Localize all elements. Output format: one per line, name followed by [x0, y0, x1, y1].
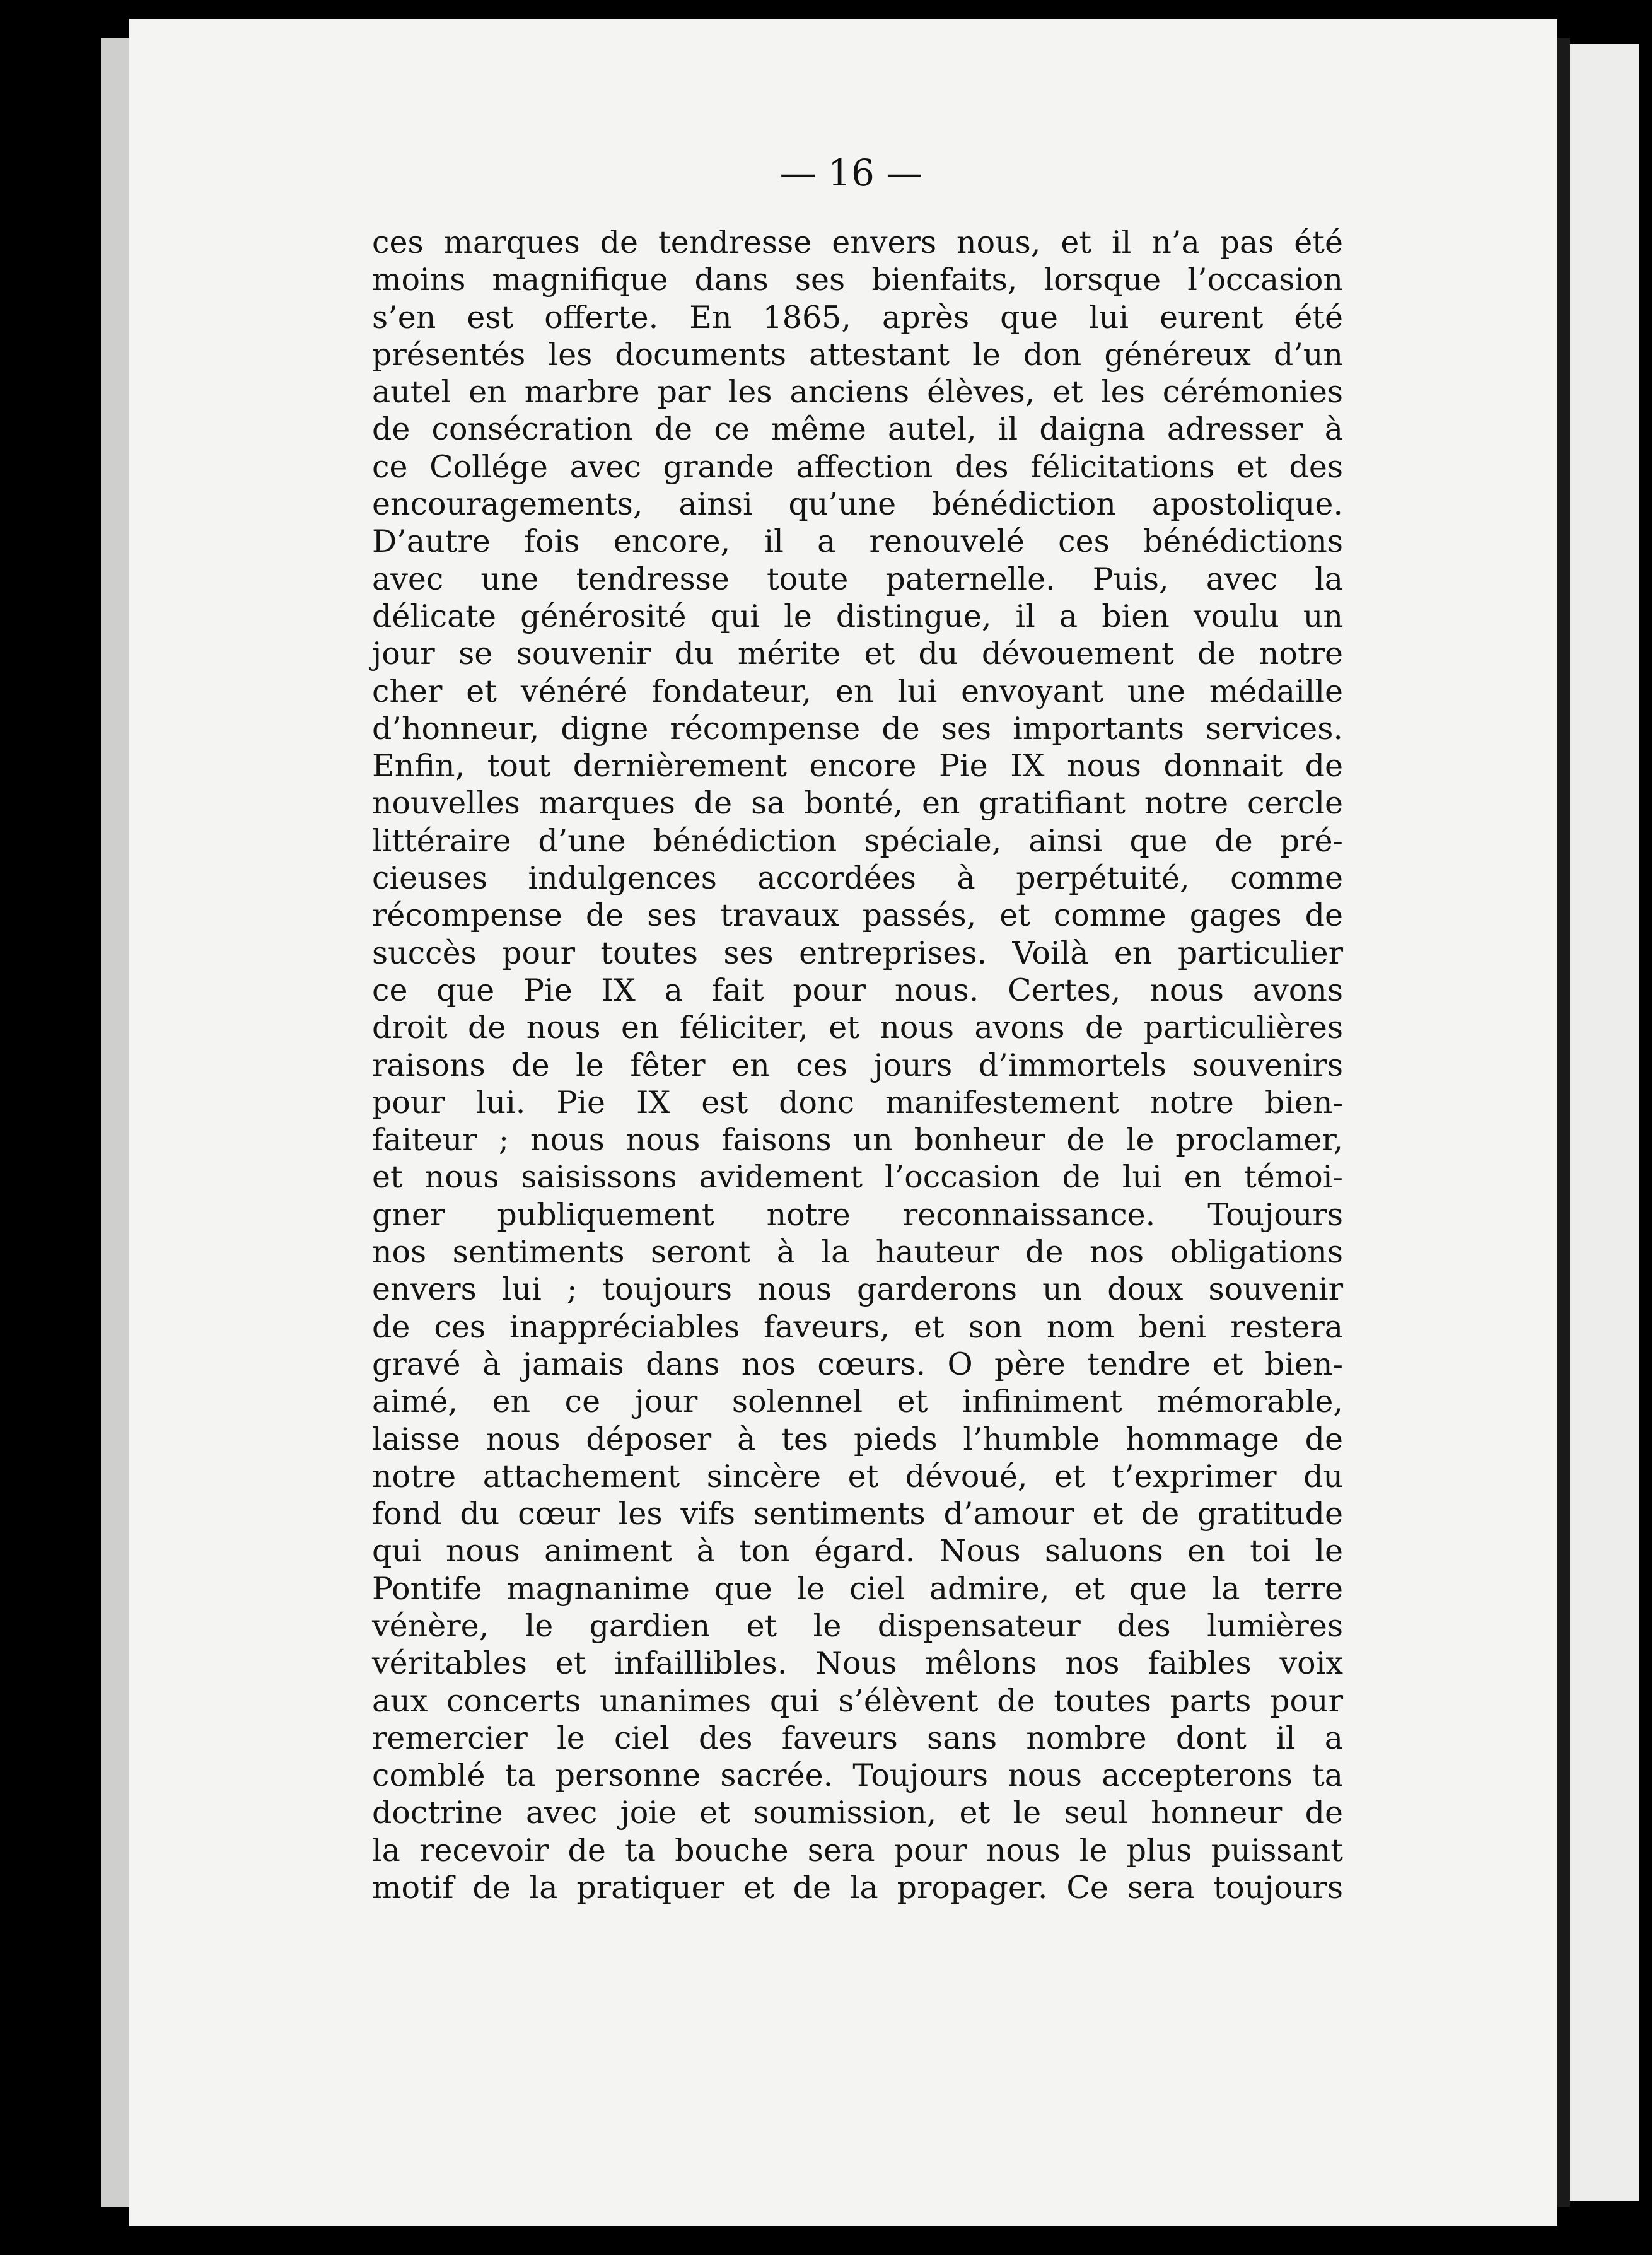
text-line: comblé ta personne sacrée. Toujours nous accepterons ta — [372, 1757, 1343, 1794]
text-line: ce Collége avec grande affection des félicitations et des — [372, 448, 1343, 485]
text-line: encouragements, ainsi qu’une bénédiction apostolique. — [372, 486, 1343, 523]
adjacent-page — [1570, 44, 1639, 2201]
text-line: doctrine avec joie et soumission, et le seul honneur de — [372, 1795, 1343, 1831]
text-line: nos sentiments seront à la hauteur de nos obligations — [372, 1234, 1343, 1271]
text-line: délicate générosité qui le distingue, il a bien voulu un — [372, 598, 1343, 634]
text-line: jour se souvenir du mérite et du dévouement de notre — [372, 636, 1343, 672]
text-line: gner publiquement notre reconnaissance. Toujours — [372, 1196, 1343, 1233]
text-line: remercier le ciel des faveurs sans nombre dont il a — [372, 1720, 1343, 1756]
text-line: cher et vénéré fondateur, en lui envoyant une médaille — [372, 673, 1343, 709]
page-edge-left — [101, 38, 131, 2207]
text-line: autel en marbre par les anciens élèves, et les cérémonies — [372, 374, 1343, 411]
text-line: Pontife magnanime que le ciel admire, et que la terre — [372, 1570, 1343, 1607]
text-line: qui nous animent à ton égard. Nous saluons en toi le — [372, 1533, 1343, 1570]
text-line: ces marques de tendresse envers nous, et il n’a pas été — [372, 224, 1343, 260]
text-line: faiteur ; nous nous faisons un bonheur de le proclamer, — [372, 1122, 1343, 1158]
text-line: la recevoir de ta bouche sera pour nous le plus puissant — [372, 1832, 1343, 1868]
text-line: laisse nous déposer à tes pieds l’humble hommage de — [372, 1421, 1343, 1457]
text-line: raisons de le fêter en ces jours d’immortels souvenirs — [372, 1047, 1343, 1083]
text-line: aimé, en ce jour solennel et infiniment mémorable, — [372, 1384, 1343, 1420]
text-line: Enfin, tout dernièrement encore Pie IX nous donnait de — [372, 748, 1343, 784]
text-line: droit de nous en féliciter, et nous avons de particulières — [372, 1010, 1343, 1046]
text-line: motif de la pratiquer et de la propager. Ce sera toujours — [372, 1870, 1343, 1906]
text-line: de consécration de ce même autel, il daigna adresser à — [372, 411, 1343, 448]
text-line: de ces inappréciables faveurs, et son nom beni restera — [372, 1308, 1343, 1345]
text-line: D’autre fois encore, il a renouvelé ces bénédictions — [372, 523, 1343, 560]
text-line: ce que Pie IX a fait pour nous. Certes, nous avons — [372, 972, 1343, 1008]
text-line: moins magnifique dans ses bienfaits, lorsque l’occasion — [372, 262, 1343, 298]
text-line: notre attachement sincère et dévoué, et t’exprimer du — [372, 1458, 1343, 1495]
text-line: présentés les documents attestant le don généreux d’un — [372, 336, 1343, 373]
text-line: d’honneur, digne récompense de ses importants services. — [372, 710, 1343, 747]
page-number: — 16 — — [779, 151, 923, 194]
text-line: vénère, le gardien et le dispensateur des lumières — [372, 1607, 1343, 1644]
text-line: pour lui. Pie IX est donc manifestement notre bien- — [372, 1084, 1343, 1121]
text-line: cieuses indulgences accordées à perpétuité, comme — [372, 860, 1343, 897]
text-line: succès pour toutes ses entreprises. Voilà en particulier — [372, 935, 1343, 971]
text-line: avec une tendresse toute paternelle. Puis, avec la — [372, 561, 1343, 597]
text-line: aux concerts unanimes qui s’élèvent de toutes parts pour — [372, 1682, 1343, 1719]
body-text — [372, 224, 1343, 1906]
text-line: littéraire d’une bénédiction spéciale, ainsi que de pré- — [372, 822, 1343, 859]
text-line: s’en est offerte. En 1865, après que lui eurent été — [372, 299, 1343, 335]
text-line: nouvelles marques de sa bonté, en gratifiant notre cercle — [372, 785, 1343, 822]
text-line: fond du cœur les vifs sentiments d’amour et de gratitude — [372, 1496, 1343, 1532]
text-line: gravé à jamais dans nos cœurs. O père tendre et bien- — [372, 1346, 1343, 1382]
text-line: et nous saisissons avidement l’occasion de lui en témoi- — [372, 1159, 1343, 1196]
text-line: envers lui ; toujours nous garderons un doux souvenir — [372, 1271, 1343, 1308]
text-line: récompense de ses travaux passés, et comme gages de — [372, 897, 1343, 934]
text-line: véritables et infaillibles. Nous mêlons nos faibles voix — [372, 1645, 1343, 1682]
